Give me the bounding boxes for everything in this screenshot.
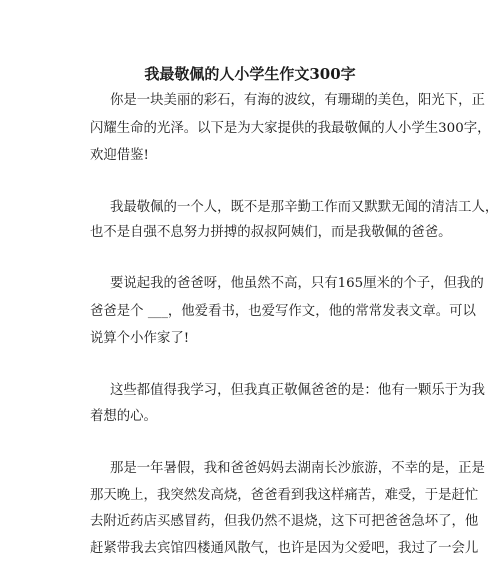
paragraph-line: 那是一年暑假，我和爸爸妈妈去湖南长沙旅游，不幸的是，正是 xyxy=(110,461,485,476)
paragraph-line: 闪耀生命的光泽。以下是为大家提供的我最敬佩的人小学生300字， xyxy=(90,121,491,136)
document-title: 我最敬佩的人小学生作文300字 xyxy=(144,65,356,83)
paragraph-line: 着想的心。 xyxy=(90,409,157,424)
paragraph-line: 也不是自强不息努力拼搏的叔叔阿姨们，而是我敬佩的爸爸。 xyxy=(90,225,452,240)
paragraph-line: 去附近药店买感冒药，但我仍然不退烧，这下可把爸爸急坏了，他 xyxy=(90,514,479,529)
paragraph-line: 你是一块美丽的彩石，有海的波纹，有珊瑚的美色，阳光下，正 xyxy=(110,93,485,108)
paragraph-line: 要说起我的爸爸呀，他虽然不高，只有165厘米的个子，但我的 xyxy=(110,276,484,291)
paragraph-line: 说算个小作家了! xyxy=(90,331,190,346)
paragraph-line: 这些都值得我学习，但我真正敬佩爸爸的是：他有一颗乐于为我 xyxy=(110,383,485,398)
paragraph-line: 那天晚上，我突然发高烧，爸爸看到我这样痛苦，难受，于是赶忙 xyxy=(90,488,479,503)
paragraph-line: 爸爸是个 ___，他爱看书，也爱写作文，他的常常发表文章。可以 xyxy=(90,304,476,319)
paragraph-line: 赶紧带我去宾馆四楼通风散气，也许是因为父爱吧，我过了一会儿 xyxy=(90,541,479,556)
paragraph-line: 欢迎借鉴! xyxy=(90,148,149,163)
paragraph-line: 我最敬佩的一个人，既不是那辛勤工作而又默默无闻的清洁工人， xyxy=(110,200,499,215)
